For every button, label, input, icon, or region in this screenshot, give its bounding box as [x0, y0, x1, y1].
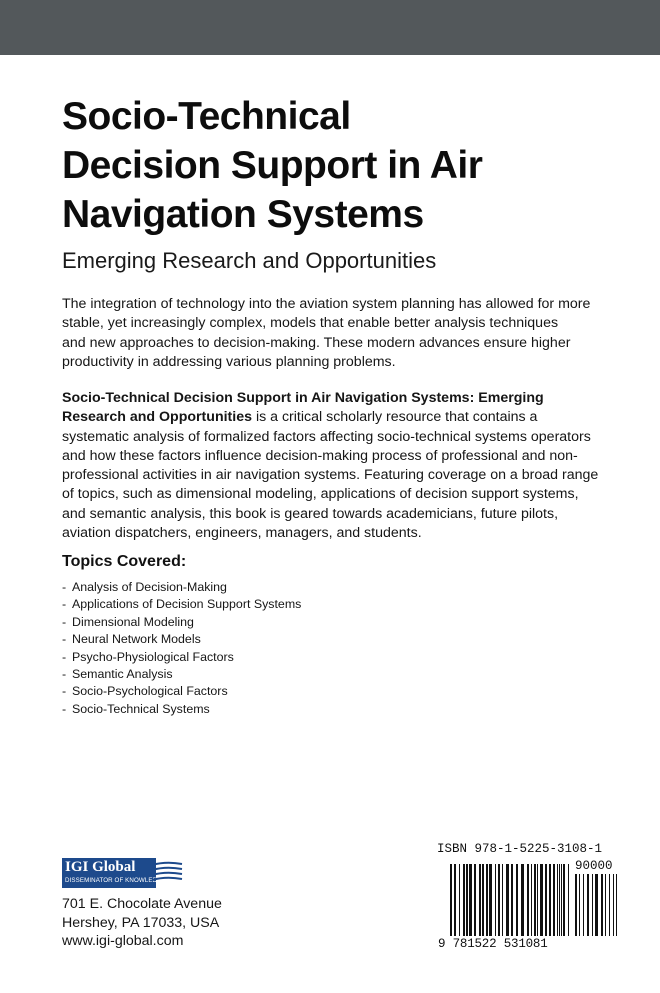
paragraph-line	[62, 389, 602, 408]
bullet-dash: -	[62, 684, 67, 699]
bullet-dash: -	[62, 667, 67, 682]
topic-label: Analysis of Decision-Making	[72, 580, 227, 594]
book-title	[62, 92, 622, 239]
bullet-dash: -	[62, 632, 67, 647]
publisher-address	[62, 895, 222, 951]
title-line: Socio-Technical	[62, 95, 351, 138]
bullet-dash: -	[62, 614, 67, 629]
paragraph-line: productivity in addressing various planning problems.	[62, 353, 396, 370]
list-item	[62, 614, 301, 631]
title-line: Navigation Systems	[62, 193, 424, 236]
logo-name: IGI Global	[65, 859, 136, 875]
topics-heading: Topics Covered:	[62, 553, 187, 570]
list-item	[62, 579, 301, 596]
swoosh-icon	[150, 860, 184, 886]
paragraph-line: and how these factors influence decision-making process of professional and non-	[62, 447, 578, 464]
logo-tagline: DISSEMINATOR OF KNOWLEDGE	[65, 877, 167, 884]
list-item	[62, 649, 301, 666]
paragraph-line: and new approaches to decision-making. These modern advances ensure higher	[62, 334, 571, 351]
topics-list	[62, 579, 301, 718]
list-item	[62, 701, 301, 718]
list-item	[62, 666, 301, 683]
address-line: 701 E. Chocolate Avenue	[62, 896, 222, 912]
book-subtitle: Emerging Research and Opportunities	[62, 248, 437, 273]
paragraph-line: aviation dispatchers, engineers, managers, and students.	[62, 525, 422, 542]
paragraph-line: stable, yet increasingly complex, models that enable better analysis techniques	[62, 315, 559, 332]
bullet-dash: -	[62, 649, 67, 664]
topic-label: Dimensional Modeling	[72, 614, 194, 629]
paragraph-line	[62, 408, 602, 427]
list-item	[62, 683, 301, 700]
website: www.igi-global.com	[62, 933, 184, 950]
paragraph-line: The integration of technology into the aviation system planning has allowed for more	[62, 296, 591, 312]
paragraph-text: is a critical scholarly resource that contains a	[252, 409, 538, 426]
book-title-reference: Socio-Technical Decision Support in Air Navigation Systems: Emerging	[62, 390, 544, 406]
list-item	[62, 596, 301, 613]
addon-digits: 90000	[575, 859, 613, 873]
description-paragraph-2	[62, 389, 602, 543]
address-line: Hershey, PA 17033, USA	[62, 914, 220, 931]
topic-label: Socio-Psychological Factors	[72, 684, 228, 699]
header-band	[0, 0, 660, 55]
paragraph-line: and semantic analysis, this book is geared towards academicians, future pilots,	[62, 505, 559, 522]
title-line: Decision Support in Air	[62, 144, 483, 187]
logo-box	[62, 858, 167, 888]
isbn-label: ISBN 978-1-5225-3108-1	[437, 842, 603, 856]
addon-barcode-bars	[575, 874, 617, 936]
bullet-dash: -	[62, 580, 67, 594]
topic-label: Neural Network Models	[72, 632, 201, 647]
bullet-dash: -	[62, 701, 67, 716]
topic-label: Socio-Technical Systems	[72, 701, 210, 716]
list-item	[62, 631, 301, 648]
barcode	[438, 859, 617, 952]
paragraph-line: professional activities in air navigation systems. Featuring coverage on a broad range	[62, 467, 599, 484]
book-title-reference: Research and Opportunities	[62, 409, 252, 426]
publisher-logo	[62, 858, 182, 888]
topic-label: Psycho-Physiological Factors	[72, 649, 234, 664]
barcode-digits: 9 781522 531081	[438, 937, 548, 951]
barcode-bars	[450, 864, 570, 936]
topic-label: Semantic Analysis	[72, 667, 173, 682]
paragraph-line: systematic analysis of formalized factors affecting socio-technical systems operators	[62, 428, 591, 445]
topic-label: Applications of Decision Support Systems	[72, 597, 302, 612]
description-paragraph-1	[62, 295, 602, 372]
paragraph-line: of topics, such as dimensional modeling, applications of decision support systems,	[62, 486, 579, 503]
bullet-dash: -	[62, 597, 67, 612]
